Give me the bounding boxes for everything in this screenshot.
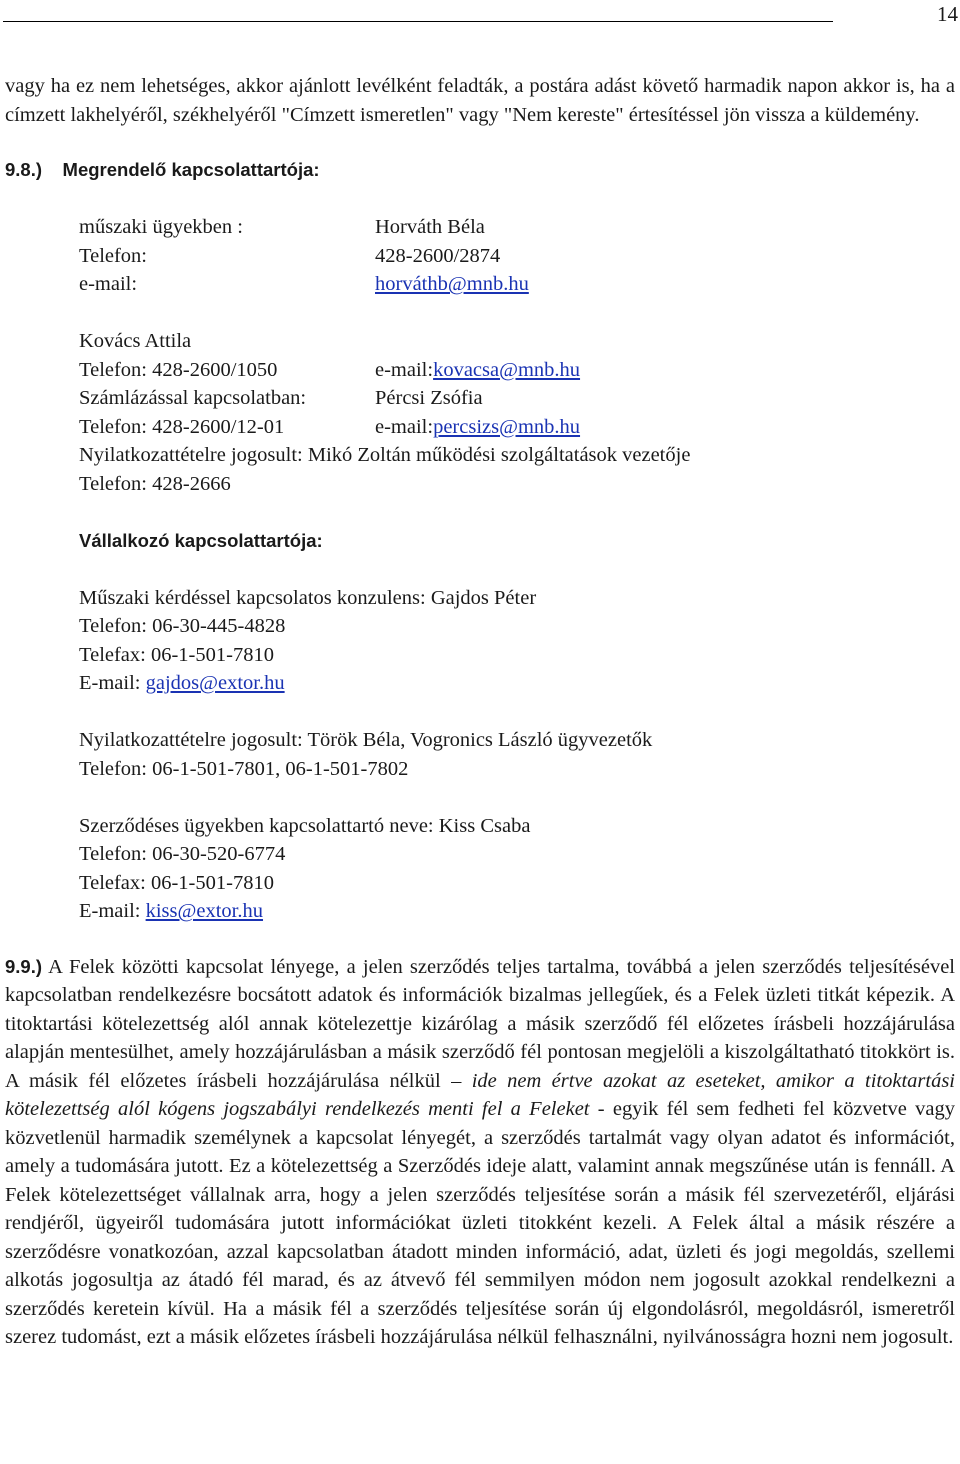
section-9-8-heading — [5, 156, 955, 185]
contractor-authorized-phone: Telefon: 06-1-501-7801, 06-1-501-7802 — [79, 757, 409, 780]
billing-phone: Telefon: 428-2600/12-01 — [79, 415, 285, 438]
contact2-phone: Telefon: 428-2600/1050 — [79, 358, 278, 381]
technical-phone: 428-2600/2874 — [375, 244, 501, 267]
contact2-name: Kovács Attila — [79, 330, 192, 352]
contract-contact: Szerződéses ügyekben kapcsolattartó neve: Kiss Csaba — [79, 814, 531, 837]
billing-email-label: e-mail: — [375, 415, 434, 438]
billing-name: Pércsi Zsófia — [375, 387, 483, 409]
billing-label: Számlázással kapcsolatban: — [79, 387, 307, 409]
page-number: 14 — [937, 2, 958, 26]
client-authorized: Nyilatkozattételre jogosult: Mikó Zoltán működési szolgáltatások vezetője — [79, 444, 691, 466]
header-rule — [3, 21, 833, 22]
technical-label: műszaki ügyekben : — [79, 216, 243, 238]
contract-email-row — [79, 897, 955, 926]
consultant: Műszaki kérdéssel kapcsolatos konzulens: Gajdos Péter — [79, 586, 537, 609]
document-body — [5, 72, 955, 1352]
section-9-9-text-italic: ide nem értve azokat az eseteket, amikor a titoktartási kötelezettség alól kógens jogszabályi rendelkezés menti fel a Feleket — [5, 1069, 955, 1120]
consultant-fax: Telefax: 06-1-501-7810 — [79, 643, 274, 666]
technical-row — [79, 213, 955, 242]
technical-email-label: e-mail: — [79, 273, 138, 295]
client-authorized-phone: Telefon: 428-2666 — [79, 472, 231, 495]
consultant-email-row — [79, 669, 955, 698]
technical-email-link[interactable]: horváthb@mnb.hu — [375, 273, 529, 295]
contract-email-link[interactable]: kiss@extor.hu — [145, 900, 264, 922]
consultant-phone: Telefon: 06-30-445-4828 — [79, 615, 286, 637]
contractor-authorized: Nyilatkozattételre jogosult: Török Béla, Vogronics László ügyvezetők — [79, 729, 653, 751]
contact2-email-label: e-mail: — [375, 358, 434, 381]
technical-email-row — [79, 270, 955, 299]
contract-fax: Telefax: 06-1-501-7810 — [79, 871, 274, 894]
contract-phone: Telefon: 06-30-520-6774 — [79, 843, 286, 865]
section-9-9-number: 9.9.) — [5, 955, 43, 977]
section-9-9-paragraph — [5, 953, 955, 1352]
technical-name: Horváth Béla — [375, 216, 485, 238]
consultant-email-link[interactable]: gajdos@extor.hu — [145, 672, 285, 694]
section-title: Megrendelő kapcsolattartója: — [62, 159, 320, 180]
contractor-title: Vállalkozó kapcsolattartója: — [79, 529, 323, 551]
section-9-9-text-1: A Felek közötti kapcsolat lényege, a jelen szerződés teljes tartalma, továbbá a jelen szerződés teljesítésével kapcsolatban rendelkezésre bocsátott adatok és információk bizalmas jellegűek, és a Felek üzleti titkát képezik. A titoktartási kötelezettség alól annak kötelezettje kizárólag a másik szerződő fél előzetes írásbeli hozzájárulása alapján mentesülhet, amely hozzájárulásban a másik szerződő fél pontosan megjelöli a kiszolgáltatható titokkört is. A másik fél előzetes írásbeli hozzájárulása nélkül – — [5, 955, 955, 1092]
billing-contact-row — [79, 413, 955, 442]
billing-email-link[interactable]: percsizs@mnb.hu — [433, 415, 581, 438]
section-number: 9.8.) — [5, 159, 43, 180]
contact2-row — [79, 356, 955, 385]
client-contacts — [5, 213, 955, 926]
section-9-9-text-2: - egyik fél sem fedheti fel közvetve vagy közvetlenül harmadik személynek a kapcsolat lényegét, a szerződés tartalmát vagy olyan adatot és információt, amely a tudomására jutott. Ez a kötelezettség a Szerződés ideje alatt, valamint annak megszűnése után is fennáll. A Felek kötelezettséget vállalnak arra, hogy a jelen szerződés teljesítése során a másik fél szervezetéről, eljárási rendjéről, ügyeiről tudomására jutott információkat üzleti titokként kezeli. A Felek által a másik részére a szerződésre vonatkozóan, azzal kapcsolatban átadott minden információ, adat, üzleti és jogi megoldás, szellemi alkotás jogosultja az átadó fél marad, és az átvevő fél semmilyen módon nem jogosult azokkal rendelkezni a szerződés keretein kívül. Ha a másik fél a szerződés teljesítése során új elgondolásról, megoldásról, ismeretről szerez tudomást, ezt a másik előzetes írásbeli hozzájárulása nélkül felhasználni, nyilvánosságra hozni nem jogosult. — [5, 1098, 955, 1348]
technical-phone-label: Telefon: — [79, 244, 148, 267]
contract-email-label: E-mail: — [79, 900, 146, 922]
contact2-email-link[interactable]: kovacsa@mnb.hu — [433, 358, 581, 381]
consultant-email-label: E-mail: — [79, 672, 146, 694]
technical-phone-row — [79, 242, 955, 271]
billing-row — [79, 384, 955, 413]
intro-paragraph: vagy ha ez nem lehetséges, akkor ajánlott levélként feladták, a postára adást követő harmadik napon akkor is, ha a címzett lakhelyéről, székhelyéről "Címzett ismeretlen" vagy "Nem kereste" értesítéssel jön vissza a küldemény. — [5, 75, 955, 126]
